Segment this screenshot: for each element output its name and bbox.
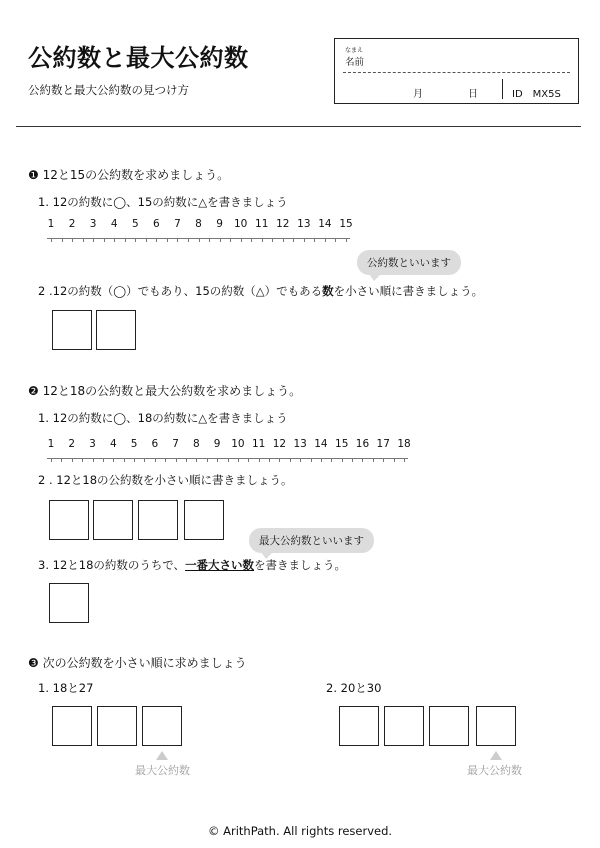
q2-number-line-number: 12 bbox=[272, 438, 287, 450]
q1-number-line-number: 8 bbox=[195, 218, 202, 230]
q2-number-line bbox=[47, 438, 411, 462]
q3-left-answer-box[interactable] bbox=[97, 706, 137, 746]
q1-number-line-tick bbox=[93, 238, 94, 242]
q1-bubble-common-divisor: 公約数といいます bbox=[357, 250, 461, 275]
q1-number-line-tick bbox=[51, 238, 52, 242]
header-divider bbox=[16, 126, 581, 127]
q2-number-line-tick bbox=[394, 458, 395, 462]
q2-step3-bold: 一番大さい数 bbox=[185, 558, 255, 572]
q2-number-line-number: 16 bbox=[355, 438, 370, 450]
q2-number-line-number: 17 bbox=[376, 438, 390, 450]
q1-number-line-tick bbox=[220, 238, 221, 242]
q1-number-line-number: 14 bbox=[318, 218, 332, 230]
q2-answer-box[interactable] bbox=[49, 500, 89, 540]
q2-number-line-tick bbox=[342, 458, 343, 462]
q2-number-line-tick bbox=[248, 458, 249, 462]
q2-number-line-tick bbox=[93, 458, 94, 462]
q2-number-line-number: 15 bbox=[335, 438, 349, 450]
q2-number-line-number: 2 bbox=[68, 438, 76, 450]
q1-number-line-number: 12 bbox=[276, 218, 290, 230]
q1-number-line-tick bbox=[346, 238, 347, 242]
q1-number-line-number: 15 bbox=[339, 218, 353, 230]
q2-number-line-tick bbox=[51, 458, 52, 462]
q2-number-line-tick bbox=[404, 458, 405, 462]
name-date-box bbox=[334, 38, 579, 104]
q1-number-line-tick bbox=[325, 238, 326, 242]
q3-right-answer-box[interactable] bbox=[339, 706, 379, 746]
q3-right-answer-box[interactable] bbox=[429, 706, 469, 746]
q3-right-answer-box[interactable] bbox=[384, 706, 424, 746]
q1-number-line-tick bbox=[167, 238, 168, 242]
q2-number-line-tick bbox=[144, 458, 145, 462]
q1-number-line-number: 11 bbox=[255, 218, 269, 230]
q1-number-line-tick bbox=[156, 238, 157, 242]
q2-number-line-tick bbox=[134, 458, 135, 462]
arrow-up-icon bbox=[156, 751, 168, 760]
q2-step2: 2 . 12と18の公約数を小さい順に書きましょう。 bbox=[38, 473, 293, 487]
q1-number-line-number: 13 bbox=[297, 218, 311, 230]
q1-step2-bold: 数 bbox=[322, 284, 334, 298]
q1-number-line-number: 2 bbox=[68, 218, 76, 230]
q1-number-line-tick bbox=[335, 238, 336, 242]
q2-number-line-number: 10 bbox=[231, 438, 245, 450]
q2-number-line-tick bbox=[113, 458, 114, 462]
q3-right-answer-box[interactable] bbox=[476, 706, 516, 746]
q1-number-line-tick bbox=[209, 238, 210, 242]
q2-number-line-tick bbox=[238, 458, 239, 462]
q3-left-answer-box[interactable] bbox=[142, 706, 182, 746]
q2-number-line-number: 1 bbox=[47, 438, 55, 450]
q2-number-line-tick bbox=[290, 458, 291, 462]
q2-number-line-tick bbox=[103, 458, 104, 462]
q1-heading: ❶ 12と15の公約数を求めましょう。 bbox=[28, 168, 230, 182]
q1-number-line-tick bbox=[188, 238, 189, 242]
q2-number-line-tick bbox=[362, 458, 363, 462]
name-ruby: なまえ bbox=[345, 47, 364, 54]
q2-heading: ❷ 12と18の公約数と最大公約数を求めましょう。 bbox=[28, 384, 302, 398]
q2-number-line-number: 13 bbox=[293, 438, 307, 450]
q2-number-line-tick bbox=[331, 458, 332, 462]
q2-number-line-tick bbox=[217, 458, 218, 462]
month-label: 月 bbox=[413, 89, 423, 100]
q2-number-line-tick bbox=[82, 458, 83, 462]
q1-number-line-tick bbox=[272, 238, 273, 242]
q2-number-line-tick bbox=[311, 458, 312, 462]
q2-number-line-number: 14 bbox=[314, 438, 328, 450]
q1-number-line-tick bbox=[293, 238, 294, 242]
q2-bubble-gcd: 最大公約数といいます bbox=[249, 528, 374, 553]
q2-number-line-number: 7 bbox=[172, 438, 179, 450]
q2-step3-post: を書きましょう。 bbox=[254, 558, 347, 572]
q3-right-label: 2. 20と30 bbox=[326, 681, 382, 695]
q2-step3-pre: 3. 12と18の約数のうちで、 bbox=[38, 558, 186, 572]
footer-copyright: © ArithPath. All rights reserved. bbox=[207, 824, 393, 838]
q1-number-line-tick bbox=[283, 238, 284, 242]
q2-number-line-number: 11 bbox=[251, 438, 266, 450]
q1-number-line-number: 3 bbox=[89, 218, 97, 230]
q2-number-line-number: 4 bbox=[109, 438, 117, 450]
q2-number-line-tick bbox=[383, 458, 384, 462]
q1-number-line-number: 10 bbox=[233, 218, 248, 230]
q1-number-line-number: 4 bbox=[110, 218, 118, 230]
q2-number-line-tick bbox=[207, 458, 208, 462]
q1-answer-box[interactable] bbox=[96, 310, 136, 350]
q3-left-gcd-label: 最大公約数 bbox=[135, 764, 190, 777]
q1-number-line-number: 1 bbox=[47, 218, 55, 230]
q2-number-line-tick bbox=[321, 458, 322, 462]
q2-number-line-tick bbox=[228, 458, 229, 462]
worksheet-id: ID MX5S bbox=[512, 89, 561, 100]
q1-number-line-tick bbox=[230, 238, 231, 242]
q2-step1: 1. 12の約数に◯、18の約数に△を書きましょう bbox=[38, 411, 288, 425]
q1-number-line-tick bbox=[72, 238, 73, 242]
page-subtitle: 公約数と最大公約数の見つけ方 bbox=[28, 83, 189, 97]
q1-number-line-tick bbox=[199, 238, 200, 242]
q2-number-line-tick bbox=[373, 458, 374, 462]
q1-number-line-tick bbox=[104, 238, 105, 242]
q1-step2-pre: 2 .12の約数（◯）でもあり、15の約数（△）でもある bbox=[38, 284, 323, 298]
q1-number-line-tick bbox=[251, 238, 252, 242]
q1-step1: 1. 12の約数に◯、15の約数に△を書きましょう bbox=[38, 195, 288, 209]
q3-heading: ❸ 次の公約数を小さい順に求めましょう bbox=[28, 656, 247, 670]
q2-number-line-tick bbox=[72, 458, 73, 462]
q1-step2 bbox=[38, 283, 483, 299]
name-label: 名前 bbox=[345, 57, 365, 68]
q1-number-line-number: 5 bbox=[131, 218, 139, 230]
id-separator bbox=[502, 79, 503, 99]
q2-number-line-tick bbox=[279, 458, 280, 462]
q1-number-line-tick bbox=[83, 238, 84, 242]
q2-number-line-tick bbox=[352, 458, 353, 462]
q2-answer-box[interactable] bbox=[93, 500, 133, 540]
q1-answer-box[interactable] bbox=[52, 310, 92, 350]
q2-answer-box[interactable] bbox=[184, 500, 224, 540]
q1-step2-post: を小さい順に書きましょう。 bbox=[333, 284, 484, 298]
q2-number-line-tick bbox=[269, 458, 270, 462]
q1-number-line-tick bbox=[114, 238, 115, 242]
q2-number-line-tick bbox=[196, 458, 197, 462]
q2-number-line-number: 5 bbox=[130, 438, 138, 450]
q1-number-line-tick bbox=[146, 238, 147, 242]
q2-step3 bbox=[38, 557, 346, 573]
q2-number-line-number: 6 bbox=[151, 438, 159, 450]
q2-number-line-tick bbox=[186, 458, 187, 462]
q2-number-line-number: 8 bbox=[193, 438, 200, 450]
q2-number-line-tick bbox=[61, 458, 62, 462]
q1-number-line-tick bbox=[241, 238, 242, 242]
q1-number-line-tick bbox=[62, 238, 63, 242]
page-title: 公約数と最大公約数 bbox=[28, 44, 249, 72]
q1-number-line-tick bbox=[314, 238, 315, 242]
q2-number-line-tick bbox=[165, 458, 166, 462]
q2-number-line-number: 18 bbox=[397, 438, 411, 450]
q2-number-line-tick bbox=[176, 458, 177, 462]
q2-number-line-tick bbox=[155, 458, 156, 462]
q1-number-line-number: 9 bbox=[216, 218, 223, 230]
q2-number-line-tick bbox=[300, 458, 301, 462]
q3-left-label: 1. 18と27 bbox=[38, 681, 94, 695]
q1-number-line-number: 6 bbox=[153, 218, 160, 230]
q2-answer-box[interactable] bbox=[138, 500, 178, 540]
q2-number-line-tick bbox=[259, 458, 260, 462]
q1-number-line-number: 7 bbox=[174, 218, 181, 230]
q2-number-line-tick bbox=[124, 458, 125, 462]
q1-number-line-tick bbox=[304, 238, 305, 242]
q1-number-line-tick bbox=[135, 238, 136, 242]
q1-number-line-tick bbox=[125, 238, 126, 242]
q2-number-line-number: 3 bbox=[89, 438, 96, 450]
q2-number-line-number: 9 bbox=[213, 438, 221, 450]
name-line bbox=[343, 72, 570, 73]
q1-number-line-tick bbox=[262, 238, 263, 242]
day-label: 日 bbox=[468, 89, 478, 100]
q1-number-line bbox=[47, 218, 353, 242]
q3-right-gcd-label: 最大公約数 bbox=[467, 764, 522, 777]
q2-gcd-answer-box[interactable] bbox=[49, 583, 89, 623]
q1-number-line-tick bbox=[177, 238, 178, 242]
arrow-up-icon bbox=[490, 751, 502, 760]
q3-left-answer-box[interactable] bbox=[52, 706, 92, 746]
